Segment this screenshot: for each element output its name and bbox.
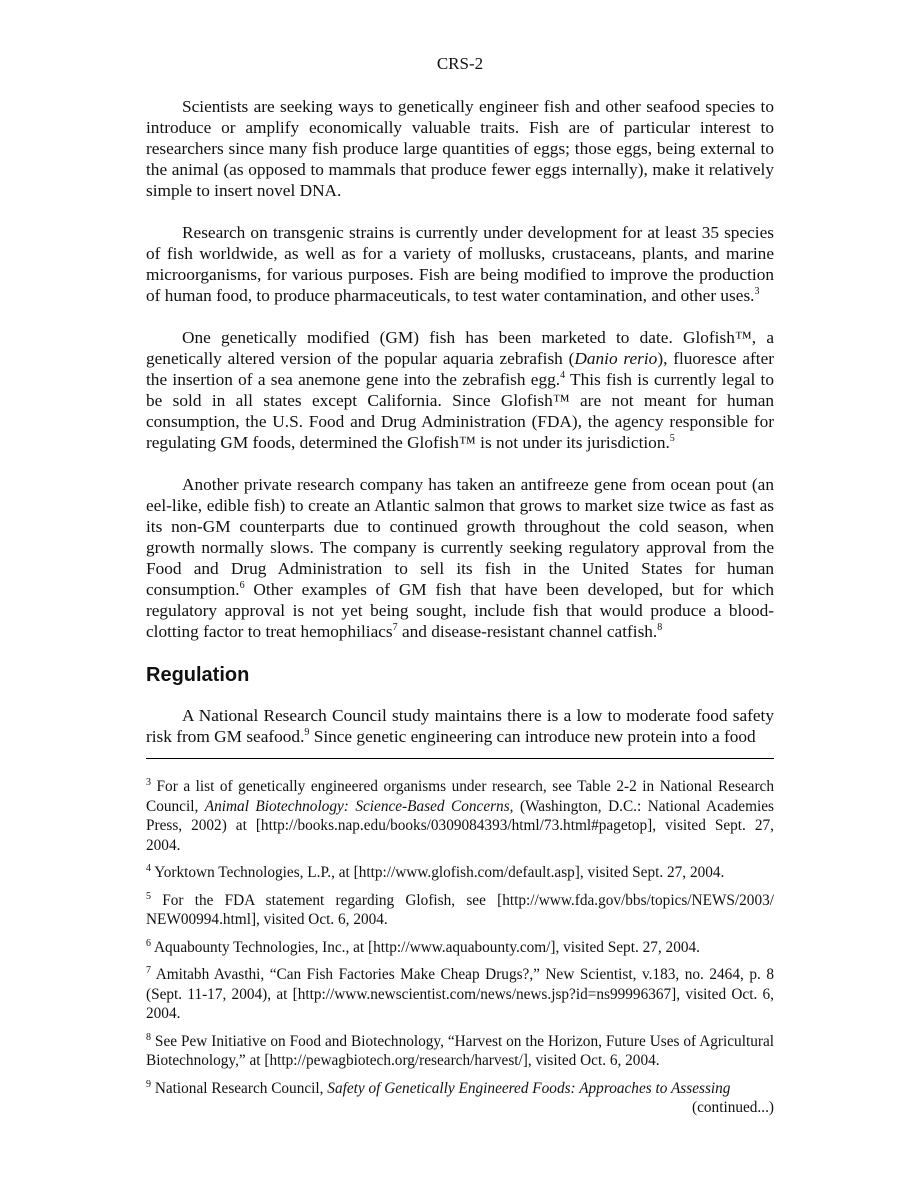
footnote-ref-9[interactable]: 9 xyxy=(304,727,310,739)
footnote-3-title: Animal Biotechnology: Science-Based Concerns xyxy=(204,797,510,815)
body-text xyxy=(146,96,774,768)
footnote-ref-5[interactable]: 5 xyxy=(669,433,675,445)
footnote-ref-3[interactable]: 3 xyxy=(754,286,760,298)
paragraph-1-text: Scientists are seeking ways to genetically engineer fish and other seafood species to introduce or amplify economically valuable traits. Fish are of particular interest to researchers since many fish produce large quantities of eggs; those eggs, being external to the animal (as opposed to mammals that produce fewer eggs internally), make it relatively simple to insert novel DNA. xyxy=(146,97,774,200)
footnote-3-text-b: , (Washington, D.C.: National Academies Press, 2002) at [http://books.nap.edu/books/0309084393/html/73.html#pagetop], visited Sept. 27, 2004. xyxy=(146,797,774,854)
regulation-paragraph xyxy=(146,705,774,747)
footnote-9-title: Safety of Genetically Engineered Foods: Approaches to Assessing xyxy=(327,1079,731,1097)
footnote-9-text-a: National Research Council, xyxy=(151,1079,328,1097)
footnote-8-text: See Pew Initiative on Food and Biotechnology, “Harvest on the Horizon, Future Uses of Agricultural Biotechnology,” at [http://pewagbiotech.org/research/harvest/], visited Oct. 6, 2004. xyxy=(146,1032,774,1069)
paragraph-2 xyxy=(146,222,774,306)
paragraph-4-text-a: Another private research company has taken an antifreeze gene from ocean pout (an eel-like, edible fish) to create an Atlantic salmon that grows to market size twice as fast as its non-GM counterparts due to continued growth throughout the cold season, when growth normally slows. The company is currently seeking regulatory approval from the Food and Drug Administration to sell its fish in the United States for human consumption. xyxy=(146,475,774,599)
footnote-5-text: For the FDA statement regarding Glofish, see [http://www.fda.gov/bbs/topics/NEWS/2003/ NEW00994.html], visited Oct. 6, 2004. xyxy=(146,891,774,928)
footnote-4-text: Yorktown Technologies, L.P., at [http://www.glofish.com/default.asp], visited Sept. 27, 2004. xyxy=(151,864,725,881)
footnote-mark: 4 xyxy=(146,862,151,874)
paragraph-4-text-c: and disease-resistant channel catfish. xyxy=(397,622,658,641)
paragraph-3-text-a: One genetically modified (GM) fish has been marketed to date. Glofish™, a genetically altered version of the popular aquaria zebrafish ( xyxy=(146,328,774,368)
footnote-5 xyxy=(146,891,774,930)
section-heading: Regulation xyxy=(146,664,250,686)
footnote-mark: 5 xyxy=(146,890,151,902)
footnote-3 xyxy=(146,777,774,855)
paragraph-4-text-b: Other examples of GM fish that have been developed, but for which regulatory approval is not yet being sought, include fish that would produce a blood-clotting factor to treat hemophiliacs xyxy=(146,580,774,641)
footnote-ref-8[interactable]: 8 xyxy=(657,622,663,634)
footnote-7 xyxy=(146,965,774,1024)
footnote-ref-6[interactable]: 6 xyxy=(239,580,245,592)
footnote-mark: 8 xyxy=(146,1031,151,1043)
regulation-text-b: Since genetic engineering can introduce new protein into a food xyxy=(309,727,756,746)
footnote-ref-7[interactable]: 7 xyxy=(392,622,398,634)
footnote-6-text: Aquabounty Technologies, Inc., at [http://www.aquabounty.com/], visited Sept. 27, 2004. xyxy=(151,938,700,956)
regulation-text-a: A National Research Council study maintains there is a low to moderate food safety risk from GM seafood. xyxy=(146,706,774,746)
footnote-mark: 7 xyxy=(146,964,151,976)
continued-note: (continued...) xyxy=(692,1099,774,1116)
footnote-mark: 3 xyxy=(146,776,151,788)
footnote-mark: 6 xyxy=(146,937,151,949)
footnote-6 xyxy=(146,938,774,958)
paragraph-1 xyxy=(146,96,774,201)
footnote-8 xyxy=(146,1032,774,1071)
footnote-mark: 9 xyxy=(146,1078,151,1090)
footnote-7-text: Amitabh Avasthi, “Can Fish Factories Make Cheap Drugs?,” New Scientist, v.183, no. 2464, p. 8 (Sept. 11-17, 2004), at [http://www.newscientist.com/news/news.jsp?id=ns99996367], visited Oct. 6, 2004. xyxy=(146,966,774,1022)
footnote-divider xyxy=(146,758,774,759)
species-name: Danio rerio xyxy=(574,349,658,368)
footnotes xyxy=(146,777,774,1118)
paragraph-2-text: Research on transgenic strains is currently under development for at least 35 species of fish worldwide, as well as for a variety of mollusks, crustaceans, plants, and marine microorganisms, for various purposes. Fish are being modified to improve the production of human food, to produce pharmaceuticals, to test water contamination, and other uses. xyxy=(146,223,774,305)
paragraph-3-text-b: ), fluoresce after the insertion of a sea anemone gene into the zebrafish egg. xyxy=(146,349,774,389)
paragraph-3-text-c: This fish is currently legal to be sold in all states except California. Since Glofish™ are not meant for human consumption, the U.S. Food and Drug Administration (FDA), the agency responsible for regulating GM foods, determined the Glofish™ is not under its jurisdiction. xyxy=(146,370,774,452)
page-number-header: CRS-2 xyxy=(436,54,484,73)
footnote-ref-4[interactable]: 4 xyxy=(560,370,566,382)
paragraph-3 xyxy=(146,327,774,453)
paragraph-4 xyxy=(146,474,774,642)
section-heading-wrap xyxy=(146,663,774,687)
footnote-4 xyxy=(146,863,774,883)
footnote-3-text-a: For a list of genetically engineered organisms under research, see Table 2-2 in National Research Council, xyxy=(146,778,774,815)
footnote-9 xyxy=(146,1079,774,1099)
